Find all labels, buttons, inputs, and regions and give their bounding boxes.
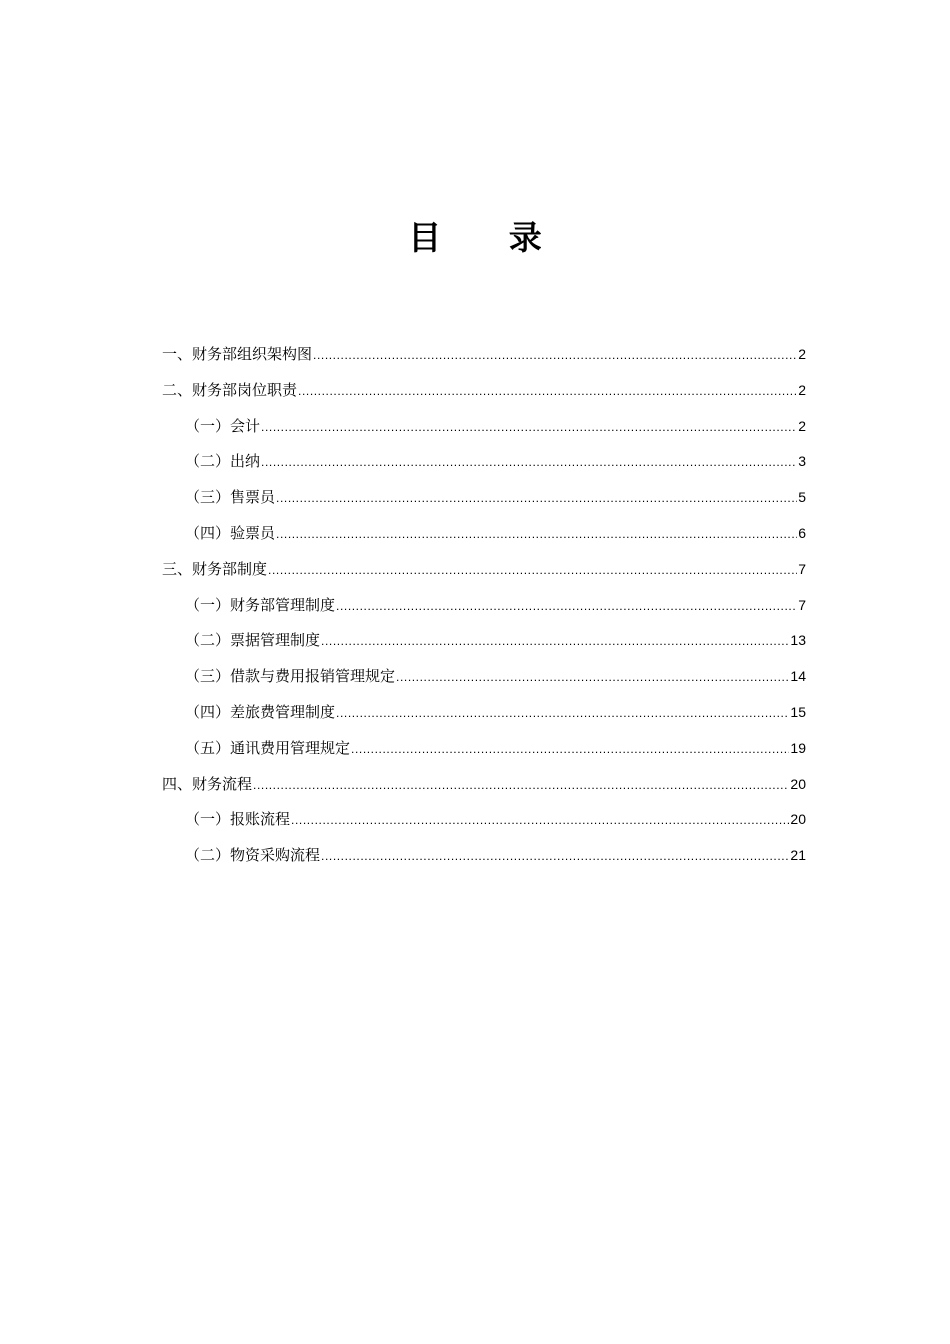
toc-entry[interactable] xyxy=(162,409,806,445)
toc-dot-leader xyxy=(261,445,797,481)
toc-page-number: 20 xyxy=(790,775,806,792)
toc-entry-text: （四）验票员 xyxy=(185,523,276,542)
toc-page-number: 14 xyxy=(790,668,806,685)
toc-page-number: 21 xyxy=(790,847,806,864)
toc-entry[interactable] xyxy=(162,444,806,480)
toc-page-number: 2 xyxy=(798,346,806,362)
toc-entry[interactable] xyxy=(162,767,806,803)
toc-entry[interactable] xyxy=(162,373,806,409)
toc-entry[interactable] xyxy=(162,337,806,373)
toc-entry[interactable] xyxy=(162,838,806,874)
toc-entry-text: （四）差旅费管理制度 xyxy=(185,702,336,721)
toc-entry-text: （一）会计 xyxy=(185,416,261,435)
toc-entry-text: （三）借款与费用报销管理规定 xyxy=(185,667,396,686)
toc-dot-leader xyxy=(291,803,789,839)
toc-entry-text: （二）票据管理制度 xyxy=(185,631,321,650)
toc-page-number: 19 xyxy=(790,739,806,756)
toc-dot-leader xyxy=(276,517,797,553)
toc-entry[interactable] xyxy=(162,623,806,659)
toc-entry[interactable] xyxy=(162,588,806,624)
toc-entry-text: 二、财务部岗位职责 xyxy=(162,380,298,399)
toc-dot-leader xyxy=(276,481,797,517)
toc-dot-leader xyxy=(336,589,797,625)
toc-dot-leader xyxy=(268,553,797,589)
toc-page-number: 7 xyxy=(798,596,806,613)
toc-dot-leader xyxy=(261,410,797,446)
toc-page-number: 2 xyxy=(798,381,806,398)
toc-entry-text: （一）财务部管理制度 xyxy=(185,595,336,614)
toc-entry[interactable] xyxy=(162,552,806,588)
toc-entry[interactable] xyxy=(162,802,806,838)
toc-page-number: 3 xyxy=(798,453,806,470)
toc-page-number: 7 xyxy=(798,560,806,577)
toc-entry-text: （五）通讯费用管理规定 xyxy=(185,738,351,757)
toc-title: 目 录 xyxy=(408,218,570,257)
toc-page-number: 15 xyxy=(790,703,806,720)
toc-page-number: 5 xyxy=(798,489,806,506)
toc-dot-leader xyxy=(298,374,797,410)
toc-page-number: 20 xyxy=(790,811,806,828)
toc-dot-leader xyxy=(321,839,789,875)
toc-dot-leader xyxy=(351,732,789,768)
toc-entry-text: 四、财务流程 xyxy=(162,774,253,793)
toc-entry[interactable] xyxy=(162,695,806,731)
toc-entry-text: （三）售票员 xyxy=(185,488,276,507)
toc-entry[interactable] xyxy=(162,480,806,516)
toc-entry[interactable] xyxy=(162,659,806,695)
toc-dot-leader xyxy=(321,624,789,660)
toc-page-number: 2 xyxy=(798,417,806,434)
toc-entry-text: （二）出纳 xyxy=(185,452,261,471)
toc-entry-text: （二）物资采购流程 xyxy=(185,846,321,865)
toc-dot-leader xyxy=(336,696,789,732)
toc-entry[interactable] xyxy=(162,731,806,767)
toc-page-number: 13 xyxy=(790,632,806,649)
toc-entry-text: 三、财务部制度 xyxy=(162,559,268,578)
toc-dot-leader xyxy=(396,660,789,696)
toc-entry-text: （一）报账流程 xyxy=(185,810,291,829)
toc-entry[interactable] xyxy=(162,516,806,552)
toc-entry-text: 一、财务部组织架构图 xyxy=(162,345,313,363)
toc-dot-leader xyxy=(253,768,789,804)
table-of-contents xyxy=(162,337,806,874)
toc-page-number: 6 xyxy=(798,524,806,541)
toc-dot-leader xyxy=(313,338,797,374)
